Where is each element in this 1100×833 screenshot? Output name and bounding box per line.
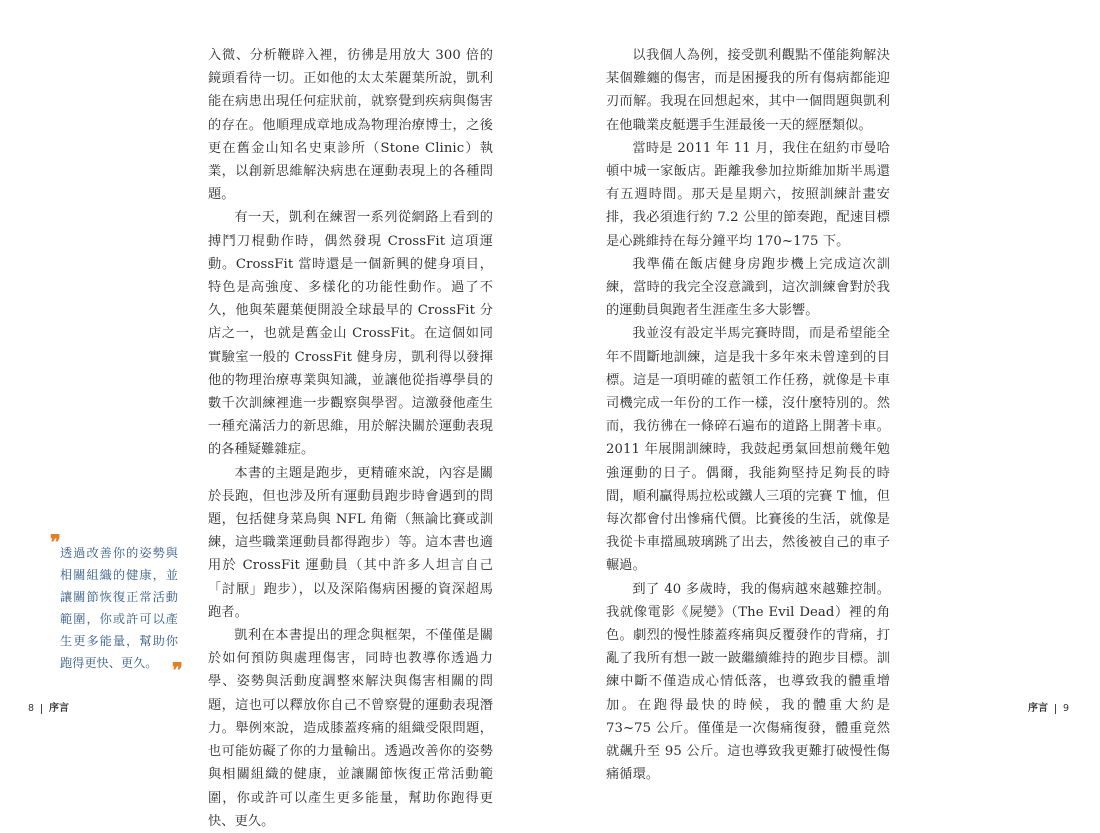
right-page-footer (1028, 702, 1069, 716)
right-paragraph-5: 到了 40 多歲時，我的傷病越來越難控制。我就像電影《屍變》（The Evil Dead）裡的角色。劇烈的慢性膝蓋疼痛與反覆發作的背痛，打亂了我所有想一跛一跛繼續維持的跑步目標。訓練中斷不僅造成心情低落，也導致我的體重增加。在跑得最快的時候，我的體重大約是 73~75 公斤。僅僅是一次傷痛復發，體重竟然就飆升至 95 公斤。這也導致我更難打破慢性傷痛循環。 (606, 581, 890, 783)
pull-quote-text: 透過改善你的姿勢與相關組織的健康，並讓關節恢復正常活動範圍，你或許可以產生更多能量，幫助你跑得更快、更久。 (60, 546, 178, 670)
right-page-number: 9 (1063, 703, 1070, 714)
footer-divider (41, 704, 42, 714)
open-quote-mark-icon: ❞ (50, 530, 61, 554)
left-paragraph-4: 凱利在本書提出的理念與框架，不僅僅是關於如何預防與處理傷害，同時也教導你透過力學、姿勢與活動度調整來解決與傷害相關的問題，這也可以釋放你自己不曾察覺的運動表現潛力。舉例來說，造成膝蓋疼痛的組織受限問題，也可能妨礙了你的力量輸出。透過改善你的姿勢與相關組織的健康，並讓關節恢復正常活動範圍，你或許可以產生更多能量，幫助你跑得更快、更久。 (208, 628, 493, 829)
left-paragraph-2: 有一天，凱利在練習一系列從網路上看到的搏鬥刀棍動作時，偶然發現 CrossFit 這項運動。CrossFit 當時還是一個新興的健身項目，特色是高強度、多樣化的功能性動作。過了不久，他與茱麗葉便開設全球最早的 CrossFit 分店之一，也就是舊金山 CrossFit。在這個如同實驗室一般的 CrossFit 健身房，凱利得以發揮他的物理治療專業與知識，並讓他從指導學員的數千次訓練裡進一步觀察與學習。這激發他產生一種充滿活力的新思維，用於解決關於運動表現的各種疑難雜症。 (208, 210, 493, 458)
footer-divider (1055, 704, 1056, 714)
right-paragraph-1: 以我個人為例，接受凱利觀點不僅能夠解決某個難纏的傷害，而是困擾我的所有傷病都能迎刃而解。我現在回想起來，其中一個問題與凱利在他職業皮艇選手生涯最後一天的經歷類似。 (606, 48, 890, 133)
left-page-text-column (208, 44, 493, 833)
left-page-footer (28, 702, 69, 716)
right-paragraph-3: 我準備在飯店健身房跑步機上完成這次訓練，當時的我完全沒意識到，這次訓練會對於我的運動員與跑者生涯產生多大影響。 (606, 256, 890, 319)
right-running-title: 序言 (1028, 703, 1048, 714)
pull-quote (50, 530, 184, 682)
right-paragraph-4: 我並沒有設定半馬完賽時間，而是希望能全年不間斷地訓練，這是我十多年來未曾達到的目標。這是一項明確的藍領工作任務，就像是卡車司機完成一年份的工作一樣，沒什麼特別的。然而，我彷彿在一條碎石遍布的道路上開著卡車。2011 年展開訓練時，我鼓起勇氣回想前幾年勉強運動的日子。偶爾，我能夠堅持足夠長的時間，順利贏得馬拉松或鐵人三項的完賽 T 恤，但每次都會付出慘痛代價。比賽後的生活，就像是我從卡車擋風玻璃跳了出去，然後被自己的車子輾過。 (606, 326, 890, 574)
left-paragraph-3: 本書的主題是跑步，更精確來說，內容是關於長跑，但也涉及所有運動員跑步時會遇到的問題，包括健身菜鳥與 NFL 角衛（無論比賽或訓練，這些職業運動員都得跑步）等。這本書也適用於 CrossFit 運動員（其中許多人坦言自己「討厭」跑步），以及深陷傷病困擾的資深超馬跑者。 (208, 465, 493, 620)
close-quote-mark-icon: ❞ (172, 658, 183, 682)
left-running-title: 序言 (49, 703, 70, 714)
right-paragraph-2: 當時是 2011 年 11 月，我住在紐約市曼哈頓中城一家飯店。距離我參加拉斯維加斯半馬還有五週時間。那天是星期六，按照訓練計畫安排，我必須進行約 7.2 公里的節奏跑，配速目標是心跳維持在每分鐘平均 170~175 下。 (606, 140, 890, 249)
right-page-text-column (606, 44, 890, 787)
left-paragraph-1: 入微、分析鞭辟入裡，彷彿是用放大 300 倍的鏡頭看待一切。正如他的太太茱麗葉所說，凱利能在病患出現任何症狀前，就察覺到疾病與傷害的存在。他順理成章地成為物理治療博士，之後更在舊金山知名史東診所（Stone Clinic）執業，以創新思維解決病患在運動表現上的各種問題。 (208, 48, 493, 203)
left-page-number: 8 (28, 703, 35, 714)
